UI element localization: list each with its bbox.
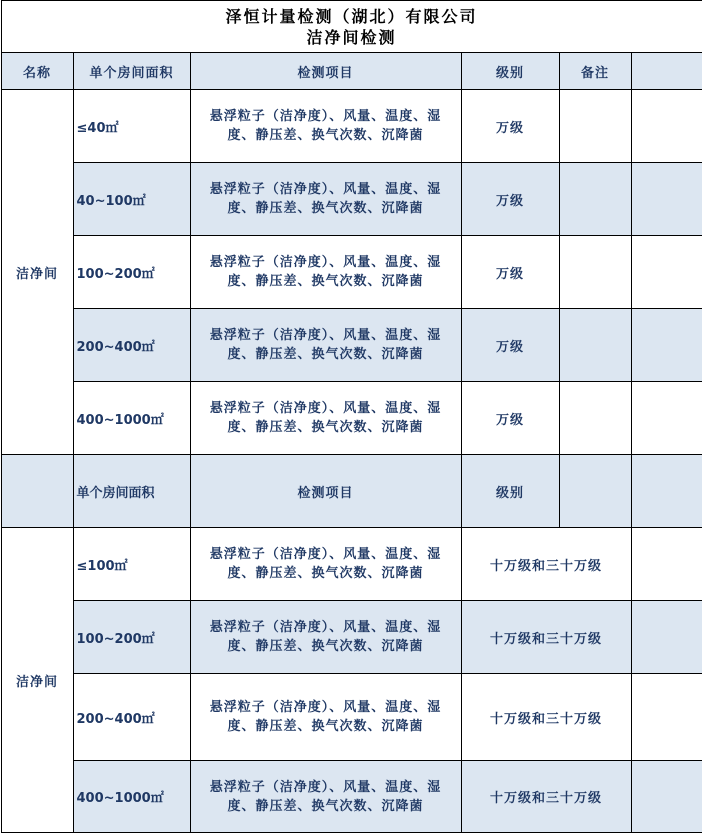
table-row bbox=[1, 761, 702, 833]
extra-cell bbox=[631, 761, 702, 833]
cleanroom-table bbox=[1, 0, 702, 833]
remark-cell bbox=[559, 382, 631, 455]
company-name: 泽恒计量检测（湖北）有限公司 bbox=[2, 6, 702, 27]
grade-cell: 十万级和三十万级 bbox=[461, 674, 631, 761]
header-row-2 bbox=[1, 455, 702, 528]
table-row bbox=[1, 382, 702, 455]
table-subtitle: 洁净间检测 bbox=[2, 27, 702, 48]
header2-remark bbox=[559, 455, 631, 528]
header-row bbox=[1, 53, 702, 90]
remark-cell bbox=[559, 90, 631, 163]
grade-cell: 十万级和三十万级 bbox=[461, 601, 631, 674]
area-cell: ≤40㎡ bbox=[73, 90, 190, 163]
grade-cell: 万级 bbox=[461, 382, 559, 455]
header-area: 单个房间面积 bbox=[73, 53, 190, 90]
area-cell: ≤100㎡ bbox=[73, 528, 190, 601]
grade-cell: 万级 bbox=[461, 236, 559, 309]
area-cell: 400~1000㎡ bbox=[73, 382, 190, 455]
table-row bbox=[1, 601, 702, 674]
remark-cell bbox=[559, 236, 631, 309]
area-cell: 100~200㎡ bbox=[73, 236, 190, 309]
header-empty bbox=[631, 53, 702, 90]
title-row bbox=[1, 1, 702, 53]
items-cell: 悬浮粒子（洁净度）、风量、温度、湿度、静压差、换气次数、沉降菌 bbox=[190, 528, 461, 601]
header-name: 名称 bbox=[1, 53, 73, 90]
header-items: 检测项目 bbox=[190, 53, 461, 90]
grade-cell: 万级 bbox=[461, 309, 559, 382]
extra-cell bbox=[631, 90, 702, 163]
extra-cell bbox=[631, 309, 702, 382]
items-cell: 悬浮粒子（洁净度）、风量、温度、湿度、静压差、换气次数、沉降菌 bbox=[190, 674, 461, 761]
table-row bbox=[1, 309, 702, 382]
table-title bbox=[1, 1, 702, 53]
remark-cell bbox=[559, 309, 631, 382]
grade-cell: 十万级和三十万级 bbox=[461, 528, 631, 601]
extra-cell bbox=[631, 163, 702, 236]
area-cell: 40~100㎡ bbox=[73, 163, 190, 236]
extra-cell bbox=[631, 601, 702, 674]
items-cell: 悬浮粒子（洁净度）、风量、温度、湿度、静压差、换气次数、沉降菌 bbox=[190, 90, 461, 163]
items-cell: 悬浮粒子（洁净度）、风量、温度、湿度、静压差、换气次数、沉降菌 bbox=[190, 236, 461, 309]
items-cell: 悬浮粒子（洁净度）、风量、温度、湿度、静压差、换气次数、沉降菌 bbox=[190, 163, 461, 236]
category-cell: 洁净间 bbox=[1, 90, 73, 455]
grade-cell: 万级 bbox=[461, 163, 559, 236]
table-row bbox=[1, 236, 702, 309]
extra-cell bbox=[631, 674, 702, 761]
items-cell: 悬浮粒子（洁净度）、风量、温度、湿度、静压差、换气次数、沉降菌 bbox=[190, 382, 461, 455]
grade-cell: 万级 bbox=[461, 90, 559, 163]
extra-cell bbox=[631, 382, 702, 455]
area-cell: 400~1000㎡ bbox=[73, 761, 190, 833]
extra-cell bbox=[631, 528, 702, 601]
header2-grade: 级别 bbox=[461, 455, 559, 528]
grade-cell: 十万级和三十万级 bbox=[461, 761, 631, 833]
category-cell: 洁净间 bbox=[1, 528, 73, 833]
remark-cell bbox=[559, 163, 631, 236]
extra-cell bbox=[631, 236, 702, 309]
area-cell: 200~400㎡ bbox=[73, 674, 190, 761]
header-remark: 备注 bbox=[559, 53, 631, 90]
header-grade: 级别 bbox=[461, 53, 559, 90]
table-row bbox=[1, 528, 702, 601]
table-row bbox=[1, 163, 702, 236]
area-cell: 200~400㎡ bbox=[73, 309, 190, 382]
items-cell: 悬浮粒子（洁净度）、风量、温度、湿度、静压差、换气次数、沉降菌 bbox=[190, 601, 461, 674]
items-cell: 悬浮粒子（洁净度）、风量、温度、湿度、静压差、换气次数、沉降菌 bbox=[190, 761, 461, 833]
table-row bbox=[1, 90, 702, 163]
table-row bbox=[1, 674, 702, 761]
header2-items: 检测项目 bbox=[190, 455, 461, 528]
header2-empty bbox=[631, 455, 702, 528]
header2-area: 单个房间面积 bbox=[73, 455, 190, 528]
header2-name bbox=[1, 455, 73, 528]
items-cell: 悬浮粒子（洁净度）、风量、温度、湿度、静压差、换气次数、沉降菌 bbox=[190, 309, 461, 382]
area-cell: 100~200㎡ bbox=[73, 601, 190, 674]
